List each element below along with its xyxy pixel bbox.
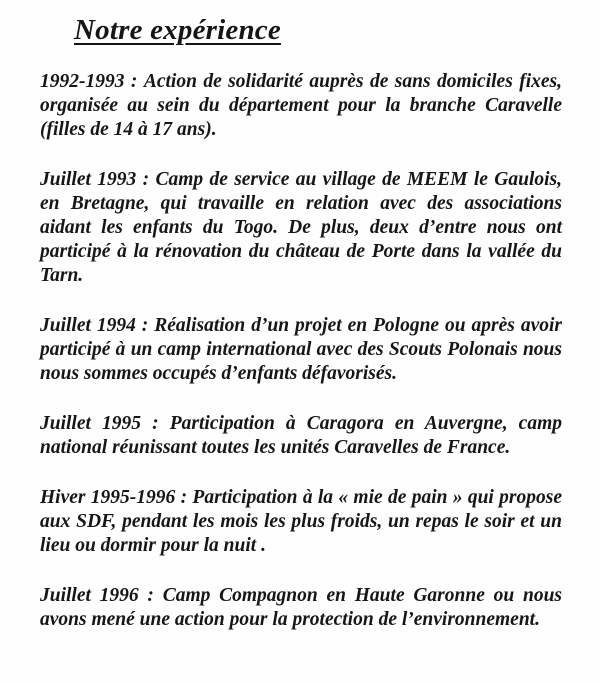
experience-entry xyxy=(40,70,562,142)
entry-text: Camp Compagnon en Haute Garonne ou nous avons mené une action pour la protection de l’environnement. xyxy=(40,585,563,630)
entry-text: Camp de service au village de MEEM le Gaulois, en Bretagne, qui travaille en relation avec des associations aidant les enfants du Togo. De plus, deux d’entre nous ont participé à la rénovation du château de Porte dans la vallée du Tarn. xyxy=(40,169,562,286)
entry-date: Hiver 1995-1996 : xyxy=(40,487,188,508)
entry-date: Juillet 1995 : xyxy=(40,413,159,434)
experience-entry xyxy=(40,168,562,288)
experience-entry xyxy=(40,412,562,460)
experience-entry xyxy=(40,314,562,386)
experience-list xyxy=(40,70,562,658)
entry-date: Juillet 1994 : xyxy=(40,315,149,336)
entry-text: Réalisation d’un projet en Pologne ou après avoir participé à un camp international avec des Scouts Polonais nous nous sommes occupés d’enfants défavorisés. xyxy=(40,315,562,384)
entry-text: Participation à la « mie de pain » qui propose aux SDF, pendant les mois les plus froids, un repas le soir et un lieu ou dormir pour la nuit . xyxy=(40,487,562,556)
page-title: Notre expérience xyxy=(74,14,281,46)
entry-text: Action de solidarité auprès de sans domiciles fixes, organisée au sein du département pour la branche Caravelle (filles de 14 à 17 ans). xyxy=(40,71,562,140)
entry-date: Juillet 1996 : xyxy=(40,585,154,606)
entry-text: Participation à Caragora en Auvergne, camp national réunissant toutes les unités Caravelles de France. xyxy=(40,413,562,458)
experience-entry xyxy=(40,486,562,558)
entry-date: Juillet 1993 : xyxy=(40,169,150,190)
experience-entry xyxy=(40,584,562,632)
entry-date: 1992-1993 : xyxy=(40,71,138,92)
